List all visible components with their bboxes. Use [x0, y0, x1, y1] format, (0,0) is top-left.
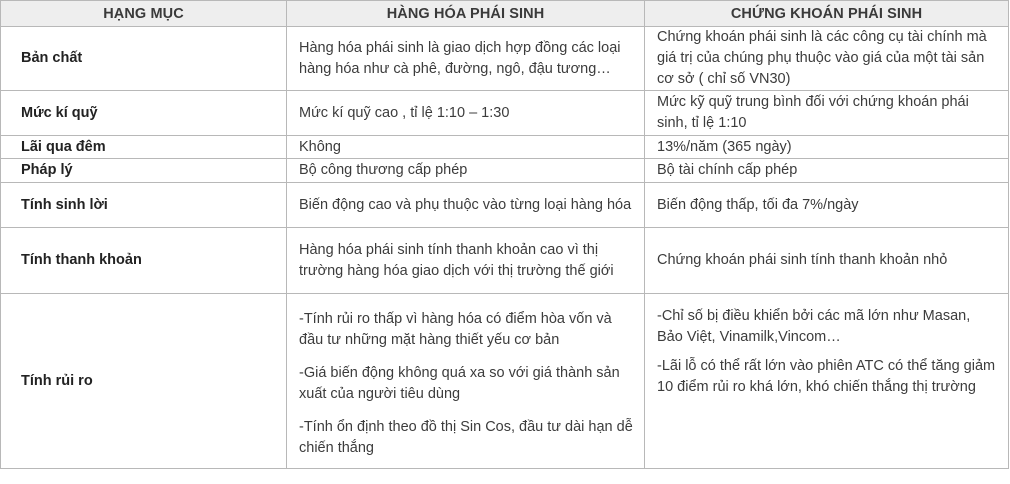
header-category: HẠNG MỤC [1, 1, 287, 27]
table-row [1, 91, 1009, 136]
commodity-cell [287, 91, 645, 136]
table-row [1, 159, 1009, 183]
cell-text: Bộ công thương cấp phép [299, 162, 468, 178]
securities-cell [645, 183, 1009, 228]
row-label: Bản chất [1, 27, 287, 91]
header-commodity-derivatives: HÀNG HÓA PHÁI SINH [287, 1, 645, 27]
securities-cell [645, 91, 1009, 136]
cell-text: Mức kí quỹ cao , tỉ lệ 1:10 – 1:30 [299, 104, 510, 121]
cell-text: Hàng hóa phái sinh là giao dịch hợp đồng các loại hàng hóa như cà phê, đường, ngô, đậu tương… [299, 39, 621, 77]
cell-text: Biến động cao và phụ thuộc vào từng loại hàng hóa [299, 196, 632, 213]
row-label: Lãi qua đêm [1, 136, 287, 159]
header-securities-derivatives: CHỨNG KHOÁN PHÁI SINH [645, 1, 1009, 27]
table-row [1, 136, 1009, 159]
table-row [1, 294, 1009, 469]
securities-cell [645, 228, 1009, 294]
table-row [1, 27, 1009, 91]
cell-text: Mức kỹ quỹ trung bình đối với chứng khoán phái sinh, tỉ lệ 1:10 [657, 94, 969, 131]
cell-text: Chứng khoán phái sinh tính thanh khoản nhỏ [657, 252, 948, 268]
commodity-cell [287, 294, 645, 469]
table-row [1, 228, 1009, 294]
table-row [1, 183, 1009, 228]
header-row [1, 1, 1009, 27]
cell-text: -Tính rủi ro thấp vì hàng hóa có điểm hòa vốn và đầu tư những mặt hàng thiết yếu cơ bản [299, 311, 612, 348]
row-label: Tính sinh lời [1, 183, 287, 228]
commodity-cell [287, 228, 645, 294]
cell-text: -Giá biến động không quá xa so với giá thành sản xuất của người tiêu dùng [299, 365, 620, 402]
cell-text: Biến động thấp, tối đa 7%/ngày [657, 196, 859, 213]
securities-cell [645, 27, 1009, 91]
cell-text: -Chỉ số bị điều khiển bởi các mã lớn như Masan, Bảo Việt, Vinamilk,Vincom… [657, 308, 971, 345]
commodity-cell [287, 159, 645, 183]
commodity-cell [287, 27, 645, 91]
cell-text: -Tính ổn định theo đồ thị Sin Cos, đầu tư dài hạn dễ chiến thắng [299, 419, 633, 456]
cell-text: Hàng hóa phái sinh tính thanh khoản cao vì thị trường hàng hóa giao dịch với thị trường thế giới [299, 241, 614, 279]
cell-text: Bộ tài chính cấp phép [657, 162, 798, 178]
row-label: Tính rủi ro [1, 294, 287, 469]
commodity-cell [287, 183, 645, 228]
securities-cell [645, 294, 1009, 469]
cell-text: Không [299, 138, 341, 155]
securities-cell [645, 159, 1009, 183]
cell-text: 13%/năm (365 ngày) [657, 138, 792, 155]
row-label: Mức kí quỹ [1, 91, 287, 136]
cell-text: Chứng khoán phái sinh là các công cụ tài chính mà giá trị của chúng phụ thuộc vào giá của một tài sản cơ sở ( chỉ số VN30) [657, 29, 987, 87]
securities-cell [645, 136, 1009, 159]
cell-text: -Lãi lỗ có thể rất lớn vào phiên ATC có thể tăng giảm 10 điểm rủi ro khá lớn, khó chiến thắng thị trường [657, 358, 996, 395]
row-label: Tính thanh khoản [1, 228, 287, 294]
commodity-cell [287, 136, 645, 159]
row-label: Pháp lý [1, 159, 287, 183]
